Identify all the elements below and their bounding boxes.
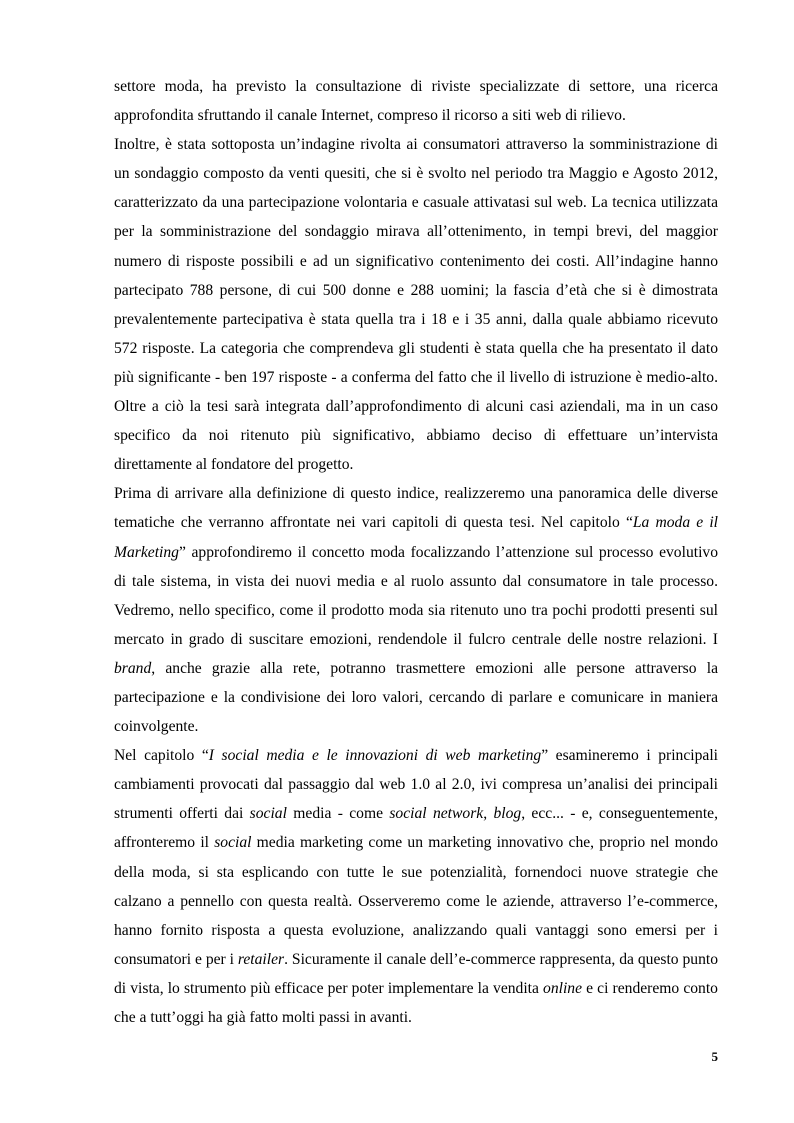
text-run: media marketing come un marketing innovativo che, proprio nel mondo della moda, si sta esplicando con tutte le sue potenzialità, fornendoci nuove strategie che calzano a pennello con questa realtà. Osserveremo come le aziende, attraverso l’e-commerce, hanno fornito risposta a questa evoluzione, analizzando quali vantaggi sono emersi per i consumatori e per i [114, 834, 718, 968]
italic-term: online [543, 979, 583, 997]
paragraph-2 [114, 130, 718, 479]
paragraph-1 [114, 72, 718, 130]
text-run: ” esamineremo i principali cambiamenti provocati dal passaggio dal web 1.0 al 2.0, ivi compresa un’analisi dei principali strumenti offerti dai [114, 747, 718, 823]
italic-term: retailer [237, 950, 285, 968]
italic-term: blog [493, 805, 522, 823]
text-run: settore moda, ha previsto la consultazione di riviste specializzate di settore, una ricerca approfondita sfruttando il canale Internet, compreso il ricorso a siti web di rilievo. [114, 78, 718, 125]
italic-term: I social media e le innovazioni di web marketing [208, 747, 542, 765]
page-body [114, 72, 718, 1032]
italic-term: brand [114, 659, 152, 677]
text-run: , ecc... - e, conseguentemente, affronteremo il [114, 805, 718, 852]
text-run: , anche grazie alla rete, potranno trasmettere emozioni alle persone attraverso la partecipazione e la condivisione dei loro valori, cercando di parlare e comunicare in maniera coinvolgente. [114, 659, 718, 736]
paragraph-4 [114, 741, 718, 1032]
italic-term: social network [389, 805, 484, 823]
italic-term: social [214, 834, 252, 852]
text-run: , [483, 805, 494, 823]
italic-term: social [249, 805, 287, 823]
text-run: media - come [286, 805, 390, 823]
text-run: ” approfondiremo il concetto moda focalizzando l’attenzione sul processo evolutivo di tale sistema, in vista dei nuovi media e al ruolo assunto dal consumatore in tale processo. Vedremo, nello specifico, come il prodotto moda sia ritenuto uno tra pochi prodotti presenti sul mercato in grado di suscitare emozioni, rendendole il fulcro centrale delle nostre relazioni. I [114, 543, 718, 648]
page-number: 5 [711, 1049, 718, 1064]
paragraph-3 [114, 479, 718, 741]
text-run: Inoltre, è stata sottoposta un’indagine rivolta ai consumatori attraverso la somministrazione di un sondaggio composto da venti quesiti, che si è svolto nel periodo tra Maggio e Agosto 2012, caratterizzato da una partecipazione volontaria e casuale attivatasi sul web. La tecnica utilizzata per la somministrazione del sondaggio mirava all’ottenimento, in tempi brevi, del maggior numero di risposte possibili e ad un significativo contenimento dei costi. All’indagine hanno partecipato 788 persone, di cui 500 donne e 288 uomini; la fascia d’età che si è dimostrata prevalentemente partecipativa è stata quella tra i 18 e i 35 anni, dalla quale abbiamo ricevuto 572 risposte. La categoria che comprendeva gli studenti è stata quella che ha presentato il dato più significante - ben 197 risposte - a conferma del fatto che il livello di istruzione è medio-alto. Oltre a ciò la tesi sarà integrata dall’approfondimento di alcuni casi aziendali, ma in un caso specifico da noi ritenuto più significativo, abbiamo deciso di effettuare un’intervista direttamente al fondatore del progetto. [114, 136, 718, 474]
italic-term: La moda e il Marketing [114, 514, 718, 561]
text-run: Nel capitolo “ [114, 747, 209, 765]
text-run: . Sicuramente il canale dell’e-commerce rappresenta, da questo punto di vista, lo strumento più efficace per poter implementare la vendita [114, 950, 718, 997]
text-run: Prima di arrivare alla definizione di questo indice, realizzeremo una panoramica delle diverse tematiche che verranno affrontate nei vari capitoli di questa tesi. Nel capitolo “ [114, 485, 718, 532]
text-run: e ci renderemo conto che a tutt’oggi ha già fatto molti passi in avanti. [114, 979, 718, 1026]
